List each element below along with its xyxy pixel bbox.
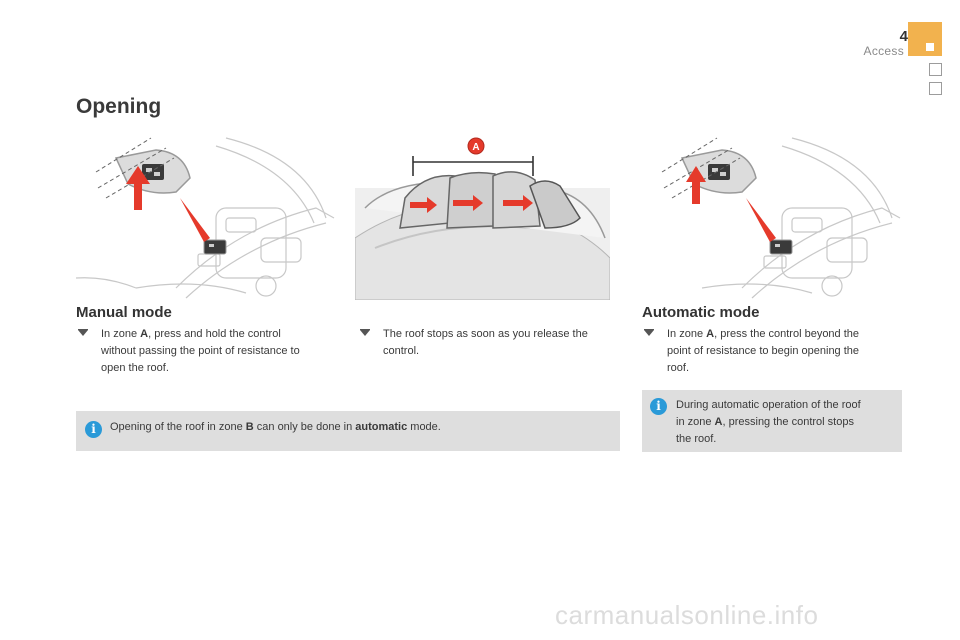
chapter-tab[interactable] — [929, 82, 942, 95]
zone-a-label: A — [472, 142, 480, 153]
automatic-note-box — [642, 390, 902, 452]
page-number: 4 — [899, 28, 908, 45]
manual-release-instruction: The roof stops as soon as you release the control. — [360, 326, 620, 366]
bullet-arrow-icon — [644, 330, 654, 336]
tab-marker-icon — [926, 43, 934, 51]
page-title: Opening — [76, 95, 162, 118]
sunroof-illustration — [355, 128, 610, 300]
manual-control-illustration — [76, 128, 338, 300]
automatic-control-illustration — [642, 128, 904, 300]
automatic-note-text: During automatic operation of the roof in zone A, pressing the control stops the roof. — [676, 399, 861, 445]
info-icon: i — [650, 398, 667, 415]
manual-mode-heading: Manual mode — [76, 304, 172, 321]
watermark: carmanualsonline.info — [555, 600, 819, 630]
info-icon: i — [85, 421, 102, 438]
automatic-mode-heading: Automatic mode — [642, 304, 760, 321]
automatic-instruction: In zone A, press the control beyond the point of resistance to begin opening the roof. — [644, 326, 894, 380]
chapter-tab[interactable] — [929, 63, 942, 76]
bullet-arrow-icon — [78, 330, 88, 336]
manual-instruction: In zone A, press and hold the control without passing the point of resistance to open the roof. — [78, 326, 348, 380]
manual-note-text: Opening of the roof in zone B can only be done in automatic mode. — [110, 421, 441, 433]
section-name: Access — [863, 44, 904, 58]
bullet-arrow-icon — [360, 330, 370, 336]
chapter-tab-active[interactable] — [908, 22, 942, 56]
manual-note-box — [76, 411, 620, 451]
